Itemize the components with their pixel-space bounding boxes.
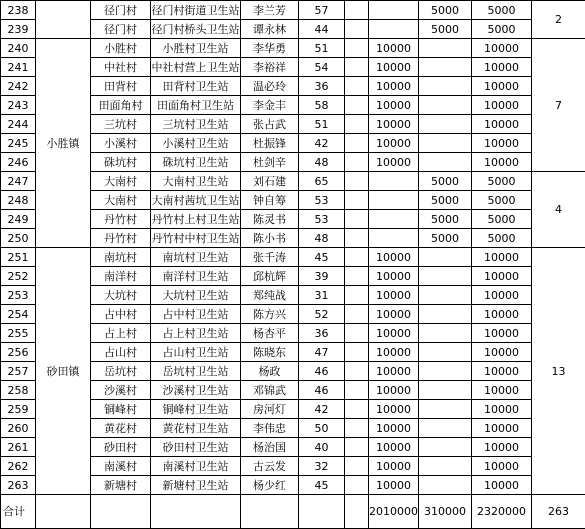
village-cell: 硃坑村: [91, 153, 151, 172]
person-cell: 杜剑辛: [241, 153, 299, 172]
station-cell: 占山村卫生站: [151, 343, 241, 362]
village-cell: 岳坑村: [91, 362, 151, 381]
person-cell: 温必玲: [241, 77, 299, 96]
amount-a-cell: [369, 172, 419, 191]
amount-a-cell: 10000: [369, 39, 419, 58]
blank-cell: [345, 58, 369, 77]
station-cell: 黄花村卫生站: [151, 419, 241, 438]
row-number-cell: 250: [1, 229, 36, 248]
person-cell: 陈小书: [241, 229, 299, 248]
blank-cell: [241, 495, 299, 529]
amount-total-cell: 10000: [472, 381, 532, 400]
amount-total-cell: 10000: [472, 58, 532, 77]
row-number-cell: 248: [1, 191, 36, 210]
amount-b-cell: 5000: [419, 1, 472, 20]
amount-a-cell: 10000: [369, 248, 419, 267]
row-number-cell: 252: [1, 267, 36, 286]
row-number-cell: 246: [1, 153, 36, 172]
village-cell: 砂田村: [91, 438, 151, 457]
person-cell: 陈晓东: [241, 343, 299, 362]
table-row: [1, 39, 585, 58]
amount-b-cell: [419, 134, 472, 153]
person-cell: 李兰芳: [241, 1, 299, 20]
station-cell: 大坑村卫生站: [151, 286, 241, 305]
age-cell: 51: [299, 115, 345, 134]
amount-a-cell: 10000: [369, 362, 419, 381]
amount-b-cell: [419, 77, 472, 96]
station-cell: 丹竹村上村卫生站: [151, 210, 241, 229]
blank-cell: [345, 20, 369, 39]
age-cell: 39: [299, 267, 345, 286]
station-cell: 大南村卫生站: [151, 172, 241, 191]
amount-b-cell: 5000: [419, 20, 472, 39]
station-cell: 铜峰村卫生站: [151, 400, 241, 419]
person-cell: 谭永林: [241, 20, 299, 39]
amount-a-cell: 10000: [369, 286, 419, 305]
amount-b-cell: 5000: [419, 229, 472, 248]
amount-b-cell: [419, 305, 472, 324]
blank-cell: [345, 115, 369, 134]
person-cell: 房河灯: [241, 400, 299, 419]
amount-total-cell: 10000: [472, 324, 532, 343]
blank-cell: [345, 400, 369, 419]
amount-total-cell: 10000: [472, 248, 532, 267]
row-number-cell: 241: [1, 58, 36, 77]
blank-cell: [345, 438, 369, 457]
village-cell: 铜峰村: [91, 400, 151, 419]
station-cell: 新塘村卫生站: [151, 476, 241, 495]
person-cell: 刘石建: [241, 172, 299, 191]
person-cell: 陈灵书: [241, 210, 299, 229]
village-cell: 大坑村: [91, 286, 151, 305]
age-cell: 53: [299, 210, 345, 229]
amount-total-cell: 5000: [472, 20, 532, 39]
age-cell: 45: [299, 476, 345, 495]
amount-a-cell: 10000: [369, 343, 419, 362]
amount-total-cell: 10000: [472, 438, 532, 457]
village-cell: 径门村: [91, 1, 151, 20]
amount-total-cell: 10000: [472, 343, 532, 362]
row-number-cell: 261: [1, 438, 36, 457]
age-cell: 65: [299, 172, 345, 191]
person-cell: 李伟忠: [241, 419, 299, 438]
amount-b-cell: [419, 153, 472, 172]
station-cell: 砂田村卫生站: [151, 438, 241, 457]
station-cell: 中社村营上卫生站: [151, 58, 241, 77]
village-cell: 大南村: [91, 191, 151, 210]
row-number-cell: 240: [1, 39, 36, 58]
blank-cell: [345, 134, 369, 153]
amount-a-cell: 10000: [369, 457, 419, 476]
blank-cell: [345, 457, 369, 476]
village-cell: 黄花村: [91, 419, 151, 438]
amount-total-cell: 10000: [472, 134, 532, 153]
village-cell: 丹竹村: [91, 210, 151, 229]
village-cell: 田面角村: [91, 96, 151, 115]
age-cell: 42: [299, 134, 345, 153]
amount-total-cell: 5000: [472, 191, 532, 210]
row-number-cell: 259: [1, 400, 36, 419]
station-cell: 田背村卫生站: [151, 77, 241, 96]
amount-a-cell: 10000: [369, 115, 419, 134]
age-cell: 31: [299, 286, 345, 305]
row-number-cell: 260: [1, 419, 36, 438]
amount-b-cell: [419, 400, 472, 419]
person-cell: 杨治国: [241, 438, 299, 457]
blank-cell: [151, 495, 241, 529]
age-cell: 44: [299, 20, 345, 39]
row-number-cell: 254: [1, 305, 36, 324]
row-number-cell: 239: [1, 20, 36, 39]
blank-cell: [345, 172, 369, 191]
amount-total-cell: 10000: [472, 39, 532, 58]
amount-total-cell: 10000: [472, 267, 532, 286]
row-number-cell: 247: [1, 172, 36, 191]
village-cell: 占山村: [91, 343, 151, 362]
amount-total-cell: 5000: [472, 172, 532, 191]
station-cell: 小胜村卫生站: [151, 39, 241, 58]
blank-cell: [299, 495, 345, 529]
blank-cell: [345, 1, 369, 20]
amount-total-cell: 5000: [472, 210, 532, 229]
amount-a-cell: 10000: [369, 305, 419, 324]
table-row: [1, 1, 585, 20]
blank-cell: [345, 191, 369, 210]
amount-b-cell: [419, 381, 472, 400]
station-cell: 小溪村卫生站: [151, 134, 241, 153]
blank-cell: [345, 267, 369, 286]
amount-a-cell: 10000: [369, 381, 419, 400]
village-cell: 占中村: [91, 305, 151, 324]
blank-cell: [345, 324, 369, 343]
age-cell: 46: [299, 381, 345, 400]
amount-total-cell: 10000: [472, 362, 532, 381]
row-number-cell: 255: [1, 324, 36, 343]
total-amount-b-cell: 310000: [419, 495, 472, 529]
amount-a-cell: 10000: [369, 153, 419, 172]
station-cell: 径门村桥头卫生站: [151, 20, 241, 39]
amount-a-cell: 10000: [369, 438, 419, 457]
blank-cell: [345, 229, 369, 248]
blank-cell: [91, 495, 151, 529]
age-cell: 46: [299, 362, 345, 381]
village-cell: 三坑村: [91, 115, 151, 134]
blank-cell: [345, 248, 369, 267]
village-cell: 南坑村: [91, 248, 151, 267]
age-cell: 52: [299, 305, 345, 324]
total-amount-a-cell: 2010000: [369, 495, 419, 529]
blank-cell: [345, 96, 369, 115]
station-cell: 田面角村卫生站: [151, 96, 241, 115]
station-cell: 丹竹村中村卫生站: [151, 229, 241, 248]
row-number-cell: 244: [1, 115, 36, 134]
row-number-cell: 262: [1, 457, 36, 476]
table-body: [1, 1, 585, 529]
amount-total-cell: 10000: [472, 286, 532, 305]
amount-total-cell: 10000: [472, 115, 532, 134]
village-cell: 中社村: [91, 58, 151, 77]
row-number-cell: 242: [1, 77, 36, 96]
amount-a-cell: 10000: [369, 476, 419, 495]
person-cell: 邱杭辉: [241, 267, 299, 286]
group-count-cell: 13: [532, 248, 585, 495]
amount-a-cell: [369, 229, 419, 248]
person-cell: 张千涛: [241, 248, 299, 267]
amount-b-cell: [419, 476, 472, 495]
age-cell: 32: [299, 457, 345, 476]
age-cell: 50: [299, 419, 345, 438]
age-cell: 58: [299, 96, 345, 115]
amount-b-cell: 5000: [419, 210, 472, 229]
amount-b-cell: [419, 58, 472, 77]
amount-total-cell: 5000: [472, 1, 532, 20]
amount-total-cell: 10000: [472, 476, 532, 495]
amount-a-cell: 10000: [369, 134, 419, 153]
age-cell: 54: [299, 58, 345, 77]
village-cell: 丹竹村: [91, 229, 151, 248]
blank-cell: [345, 343, 369, 362]
person-cell: 古云发: [241, 457, 299, 476]
amount-b-cell: [419, 248, 472, 267]
amount-a-cell: 10000: [369, 96, 419, 115]
village-cell: 南溪村: [91, 457, 151, 476]
amount-a-cell: [369, 1, 419, 20]
village-cell: 大南村: [91, 172, 151, 191]
station-cell: 三坑村卫生站: [151, 115, 241, 134]
age-cell: 53: [299, 191, 345, 210]
age-cell: 48: [299, 153, 345, 172]
amount-b-cell: [419, 96, 472, 115]
amount-a-cell: 10000: [369, 324, 419, 343]
station-cell: 沙溪村卫生站: [151, 381, 241, 400]
amount-b-cell: [419, 362, 472, 381]
amount-total-cell: 10000: [472, 400, 532, 419]
village-cell: 田背村: [91, 77, 151, 96]
person-cell: 李华勇: [241, 39, 299, 58]
village-cell: 径门村: [91, 20, 151, 39]
amount-a-cell: [369, 20, 419, 39]
person-cell: 钟自筹: [241, 191, 299, 210]
amount-b-cell: 5000: [419, 191, 472, 210]
station-cell: 南坑村卫生站: [151, 248, 241, 267]
station-cell: 径门村街道卫生站: [151, 1, 241, 20]
age-cell: 42: [299, 400, 345, 419]
town-cell: [36, 1, 91, 39]
amount-total-cell: 10000: [472, 153, 532, 172]
amount-a-cell: [369, 210, 419, 229]
blank-cell: [36, 495, 91, 529]
amount-a-cell: 10000: [369, 267, 419, 286]
blank-cell: [345, 210, 369, 229]
age-cell: 45: [299, 248, 345, 267]
blank-cell: [345, 39, 369, 58]
blank-cell: [345, 305, 369, 324]
amount-b-cell: [419, 286, 472, 305]
village-cell: 小胜村: [91, 39, 151, 58]
village-cell: 占上村: [91, 324, 151, 343]
amount-b-cell: 5000: [419, 172, 472, 191]
amount-b-cell: [419, 267, 472, 286]
amount-b-cell: [419, 457, 472, 476]
total-row: [1, 495, 585, 529]
total-count-cell: 263: [532, 495, 585, 529]
amount-total-cell: 10000: [472, 419, 532, 438]
amount-a-cell: 10000: [369, 77, 419, 96]
blank-cell: [345, 362, 369, 381]
village-cell: 小溪村: [91, 134, 151, 153]
blank-cell: [345, 286, 369, 305]
group-count-cell: 2: [532, 1, 585, 39]
village-cell: 沙溪村: [91, 381, 151, 400]
amount-a-cell: 10000: [369, 58, 419, 77]
village-cell: 新塘村: [91, 476, 151, 495]
blank-cell: [345, 476, 369, 495]
amount-b-cell: [419, 438, 472, 457]
age-cell: 40: [299, 438, 345, 457]
person-cell: 杨政: [241, 362, 299, 381]
station-cell: 大南村茜坑卫生站: [151, 191, 241, 210]
total-amount-total-cell: 2320000: [472, 495, 532, 529]
row-number-cell: 249: [1, 210, 36, 229]
age-cell: 48: [299, 229, 345, 248]
blank-cell: [345, 495, 369, 529]
amount-b-cell: [419, 324, 472, 343]
town-cell: 小胜镇: [36, 39, 91, 248]
row-number-cell: 256: [1, 343, 36, 362]
age-cell: 57: [299, 1, 345, 20]
blank-cell: [345, 419, 369, 438]
person-cell: 张占武: [241, 115, 299, 134]
station-cell: 占中村卫生站: [151, 305, 241, 324]
person-cell: 邓锦武: [241, 381, 299, 400]
town-cell: 砂田镇: [36, 248, 91, 495]
station-cell: 硃坑村卫生站: [151, 153, 241, 172]
amount-a-cell: [369, 191, 419, 210]
row-number-cell: 243: [1, 96, 36, 115]
group-count-cell: 7: [532, 39, 585, 172]
age-cell: 47: [299, 343, 345, 362]
person-cell: 杜振锋: [241, 134, 299, 153]
amount-b-cell: [419, 115, 472, 134]
amount-b-cell: [419, 343, 472, 362]
amount-total-cell: 5000: [472, 229, 532, 248]
row-number-cell: 257: [1, 362, 36, 381]
person-cell: 陈方兴: [241, 305, 299, 324]
table-row: [1, 248, 585, 267]
station-cell: 南洋村卫生站: [151, 267, 241, 286]
station-cell: 岳坑村卫生站: [151, 362, 241, 381]
person-cell: 杨杏平: [241, 324, 299, 343]
person-cell: 杨少红: [241, 476, 299, 495]
person-cell: 李裕祥: [241, 58, 299, 77]
person-cell: 郑纯战: [241, 286, 299, 305]
amount-a-cell: 10000: [369, 419, 419, 438]
village-cell: 南洋村: [91, 267, 151, 286]
station-cell: 占上村卫生站: [151, 324, 241, 343]
blank-cell: [345, 381, 369, 400]
row-number-cell: 258: [1, 381, 36, 400]
amount-total-cell: 10000: [472, 305, 532, 324]
amount-total-cell: 10000: [472, 457, 532, 476]
age-cell: 51: [299, 39, 345, 58]
blank-cell: [345, 153, 369, 172]
group-count-cell: 4: [532, 172, 585, 248]
row-number-cell: 238: [1, 1, 36, 20]
amount-a-cell: 10000: [369, 400, 419, 419]
total-label-cell: 合计: [1, 495, 36, 529]
row-number-cell: 251: [1, 248, 36, 267]
row-number-cell: 263: [1, 476, 36, 495]
person-cell: 李金丰: [241, 96, 299, 115]
age-cell: 36: [299, 324, 345, 343]
station-cell: 南溪村卫生站: [151, 457, 241, 476]
blank-cell: [345, 77, 369, 96]
age-cell: 36: [299, 77, 345, 96]
amount-b-cell: [419, 39, 472, 58]
row-number-cell: 253: [1, 286, 36, 305]
amount-b-cell: [419, 419, 472, 438]
amount-total-cell: 10000: [472, 96, 532, 115]
amount-total-cell: 10000: [472, 77, 532, 96]
row-number-cell: 245: [1, 134, 36, 153]
